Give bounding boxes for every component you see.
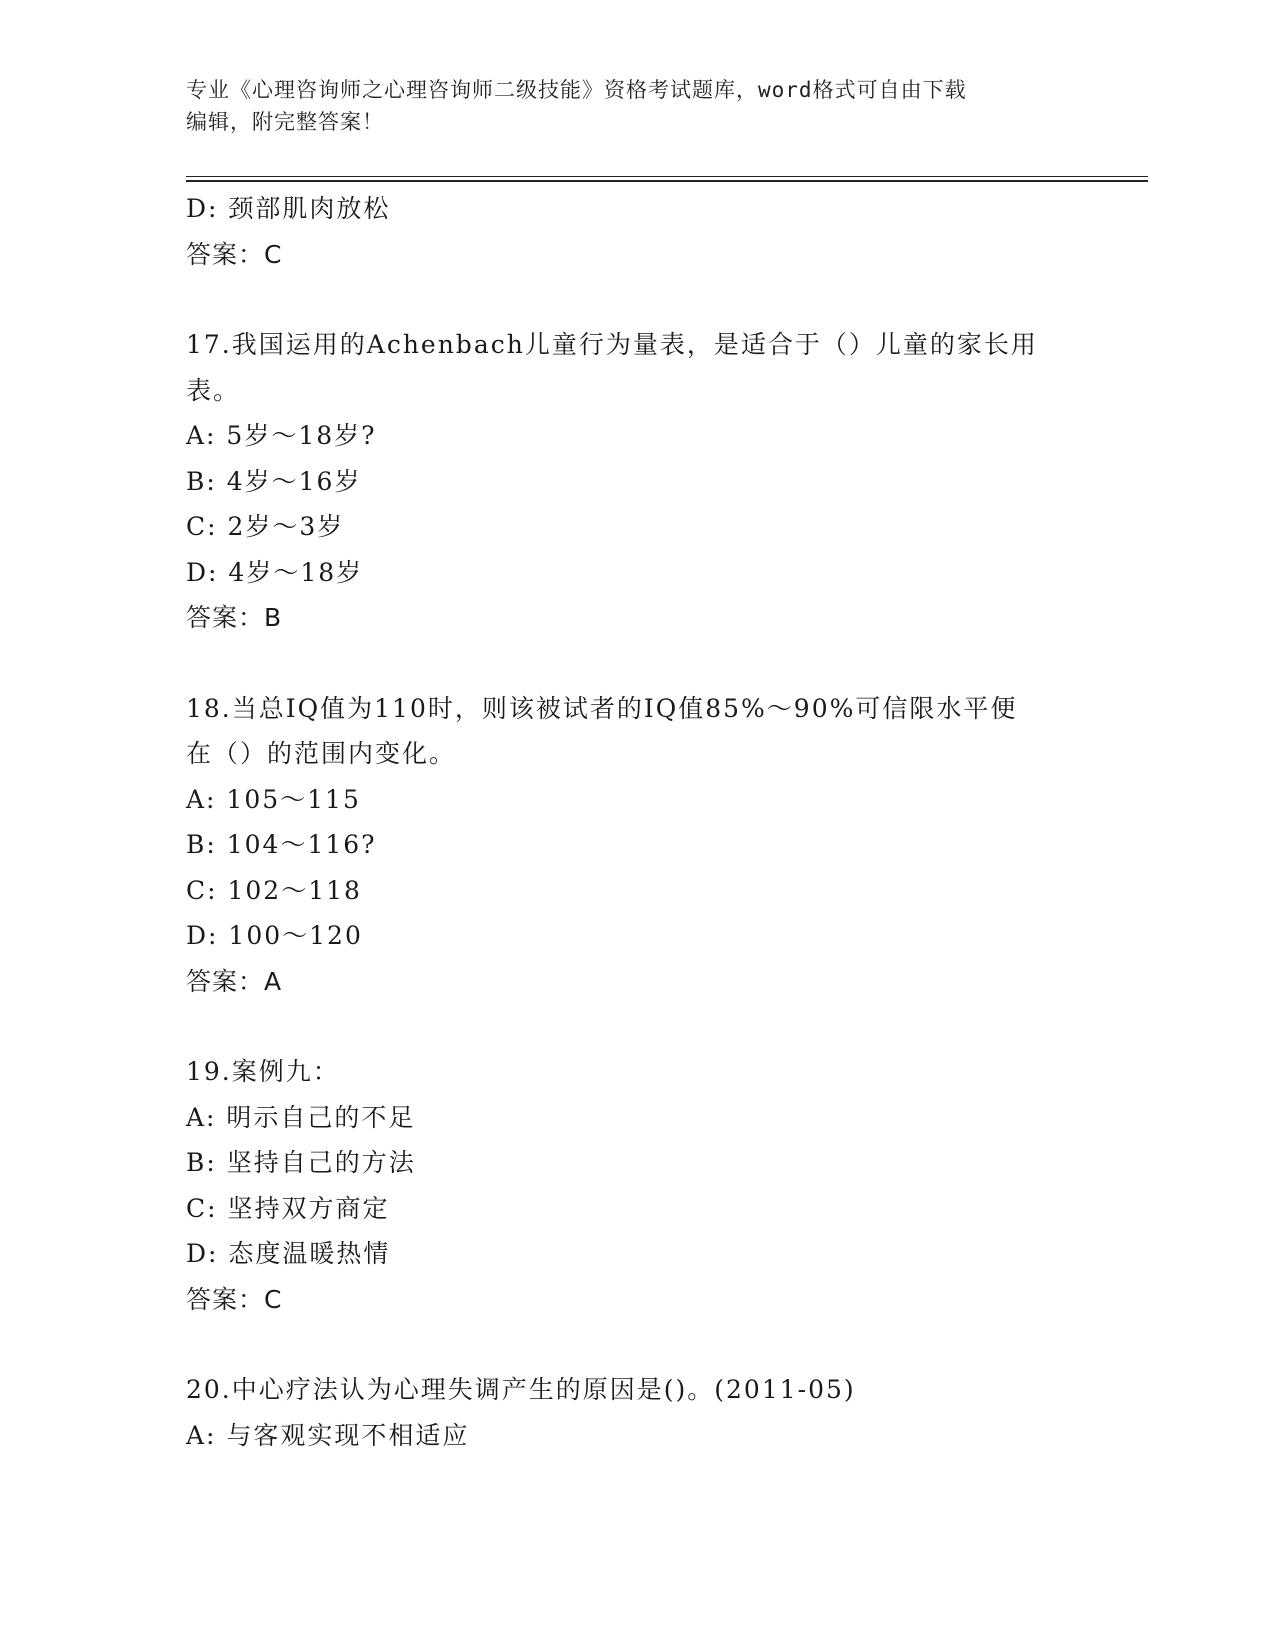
answer-line: 答案：C: [186, 1284, 283, 1314]
option-b: B: 坚持自己的方法: [186, 1148, 416, 1177]
option-a: A: 105～115: [186, 784, 361, 814]
option-a: A: 5岁～18岁?: [186, 421, 377, 450]
question-20: [186, 1367, 1086, 1458]
option-b: B: 4岁～16岁: [186, 466, 362, 496]
question-17: [186, 322, 1086, 641]
spacer: [186, 1004, 1086, 1049]
answer-line: 答案：C: [186, 239, 283, 269]
question-stem-continued: 在（）的范围内变化。: [186, 739, 457, 768]
question-stem: 17.我国运用的Achenbach儿童行为量表，是适合于（）儿童的家长用: [186, 330, 1038, 359]
spacer: [186, 641, 1086, 686]
spacer: [186, 1322, 1086, 1367]
option-d: D: 100～120: [186, 921, 363, 950]
question-stem: 20.中心疗法认为心理失调产生的原因是()。(2011-05): [186, 1375, 856, 1404]
option-d: D: 颈部肌肉放松: [186, 194, 391, 223]
header-line-2: 编辑，附完整答案！: [186, 110, 384, 134]
option-d: D: 态度温暖热情: [186, 1239, 391, 1268]
question-18: [186, 686, 1086, 1005]
question-list: [186, 186, 1086, 1458]
spacer: [186, 277, 1086, 322]
header-rule-thick: [186, 180, 1148, 182]
option-c: C: 2岁～3岁: [186, 512, 345, 541]
option-a: A: 明示自己的不足: [186, 1102, 416, 1132]
header-rule-thin: [186, 176, 1148, 177]
previous-question-tail: [186, 186, 1086, 277]
question-stem-continued: 表。: [186, 375, 241, 405]
answer-line: 答案：A: [186, 966, 283, 996]
option-a: A: 与客观实现不相适应: [186, 1420, 470, 1450]
option-b: B: 104～116?: [186, 830, 377, 859]
option-c: C: 102～118: [186, 875, 362, 905]
question-stem: 19.案例九：: [186, 1057, 340, 1086]
question-stem: 18.当总IQ值为110时，则该被试者的IQ值85%～90%可信限水平便: [186, 693, 1018, 723]
answer-line: 答案：B: [186, 603, 283, 632]
option-c: C: 坚持双方商定: [186, 1193, 390, 1223]
option-d: D: 4岁～18岁: [186, 557, 364, 587]
question-19: [186, 1049, 1086, 1322]
page-header: [186, 74, 1076, 138]
header-line-1: 专业《心理咨询师之心理咨询师二级技能》资格考试题库，word格式可自由下载: [186, 78, 967, 102]
